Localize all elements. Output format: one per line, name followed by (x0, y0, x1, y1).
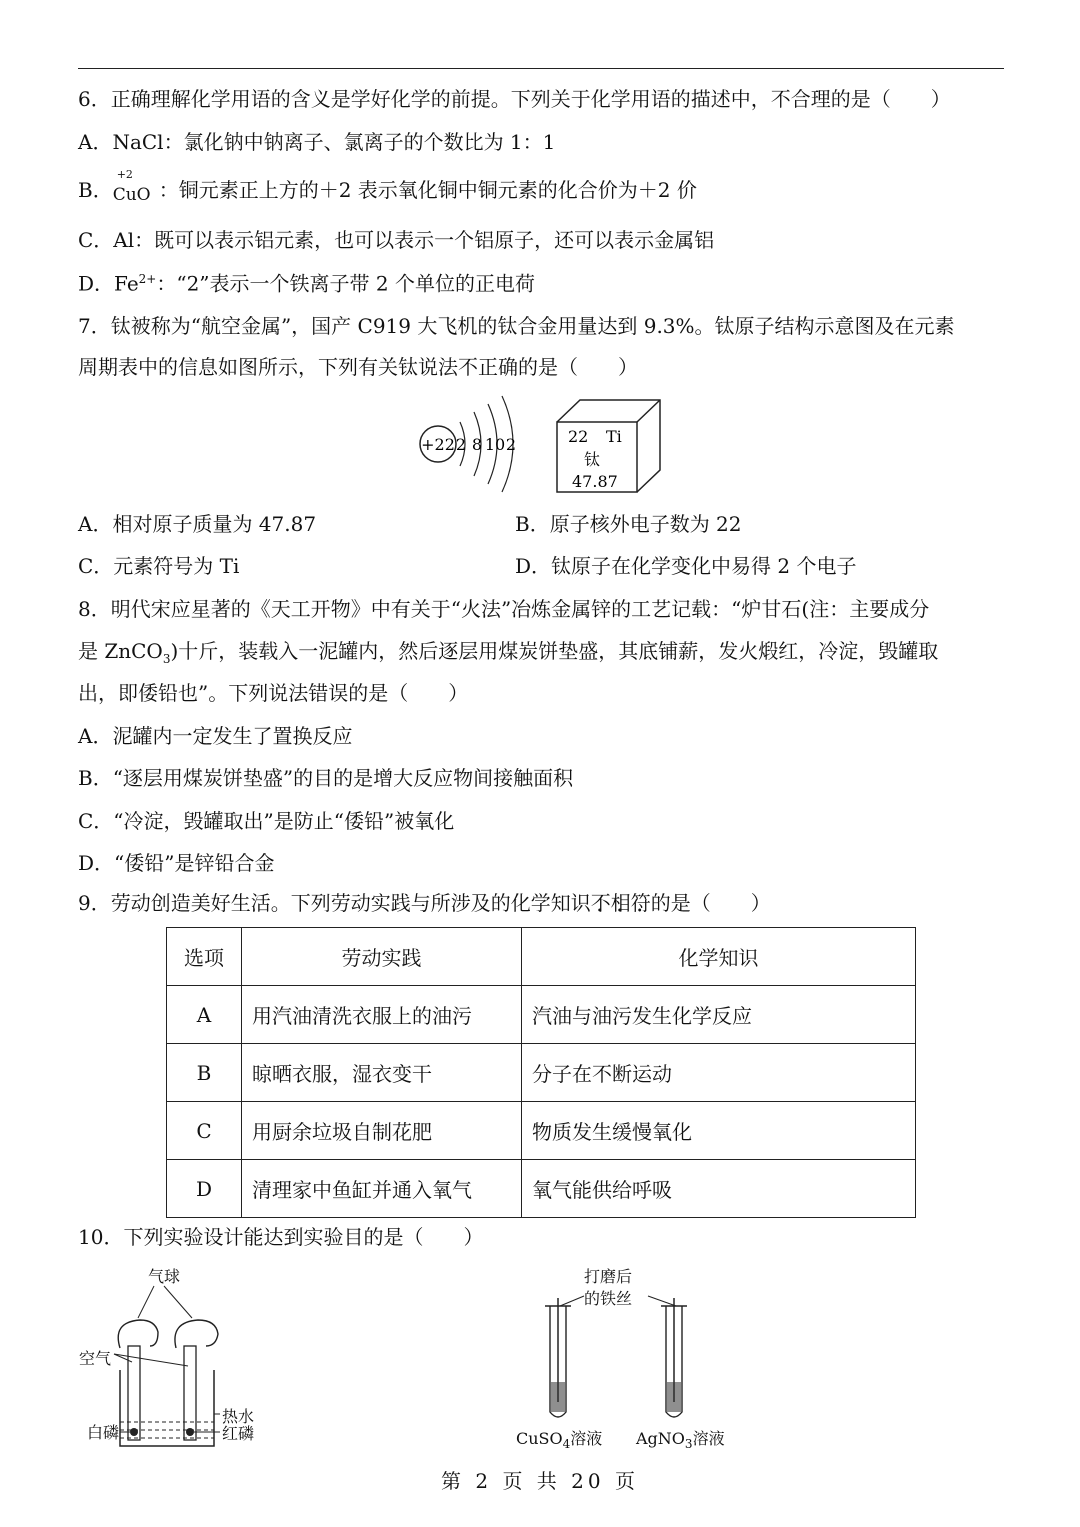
row-option: C (167, 1102, 242, 1160)
q8-stem-1: 8．明代宋应星著的《天工开物》中有关于“火法”冶炼金属锌的工艺记载：“炉甘石(注：主要成分 (78, 597, 930, 621)
shell-4-electrons: 2 (505, 435, 517, 454)
q8-stem-2b: )十斤，装载入一泥罐内，然后逐层用煤炭饼垫盛，其底铺薪，发火煅红，冷淀，毁罐取 (170, 639, 939, 663)
formula: CuO (112, 184, 151, 205)
atomic-number: 22 (568, 427, 589, 446)
row-practice: 用汽油清洗衣服上的油污 (242, 986, 522, 1044)
q8-stem-3: 出，即倭铅也”。下列说法错误的是（ ） (78, 681, 469, 705)
hot-water-label: 热水 (222, 1407, 255, 1426)
q10-stem: 10．下列实验设计能达到实验目的是（ ） (78, 1225, 484, 1249)
q8-option-a: A．泥罐内一定发生了置换反应 (78, 724, 353, 748)
q6-b-text: ：铜元素正上方的＋2 表示氧化铜中铜元素的化合价为＋2 价 (158, 178, 697, 202)
air-label: 空气 (79, 1349, 112, 1368)
red-phosphorus-label: 红磷 (222, 1424, 255, 1443)
header-option: 选项 (167, 928, 242, 986)
q7-stem-2: 周期表中的信息如图所示，下列有关钛说法不正确的是（ ） (78, 355, 638, 379)
q6-option-d (78, 273, 535, 294)
solution-text: 溶液 (570, 1429, 603, 1448)
emphasis-char: 不 (590, 891, 611, 915)
q7-option-a: A．相对原子质量为 47.87 (78, 512, 317, 536)
header-rule (78, 68, 1004, 69)
left-balloon (118, 1320, 158, 1348)
q9-table (166, 927, 916, 1218)
titanium-figure (410, 390, 670, 500)
row-option: A (167, 986, 242, 1044)
q9-stem-a: 9．劳动创造美好生活。下列劳动实践与所涉及的化学知识 (78, 891, 591, 915)
q6-d-text: ：“2”表示一个铁离子带 2 个单位的正电荷 (156, 271, 535, 296)
row-practice: 用厨余垃圾自制花肥 (242, 1102, 522, 1160)
row-knowledge: 物质发生缓慢氧化 (522, 1102, 916, 1160)
table-row (167, 1102, 916, 1160)
q8-stem-2 (78, 641, 938, 665)
q6-option-a: A．NaCl：氯化钠中钠离子、氯离子的个数比为 1：1 (78, 130, 556, 154)
element-name: 钛 (584, 450, 601, 469)
nucleus-charge: +22 (421, 435, 455, 454)
q8-option-d: D．“倭铅”是锌铅合金 (78, 851, 275, 875)
row-option: D (167, 1160, 242, 1218)
white-phosphorus-label: 白磷 (87, 1423, 120, 1442)
agno3-solution (667, 1382, 681, 1412)
element-symbol: Ti (606, 427, 622, 446)
q7-option-c: C．元素符号为 Ti (78, 554, 240, 578)
right-test-tube (184, 1346, 196, 1440)
cuso4-label (516, 1426, 602, 1451)
q6-b-prefix: B． (78, 178, 113, 202)
atom-structure-diagram (420, 396, 516, 492)
q8-option-c: C．“冷淀，毁罐取出”是防止“倭铅”被氧化 (78, 809, 455, 833)
row-practice: 晾晒衣服，湿衣变干 (242, 1044, 522, 1102)
white-phosphorus (130, 1428, 138, 1436)
valence: +2 (116, 167, 133, 181)
left-test-tube (128, 1346, 140, 1440)
row-knowledge: 分子在不断运动 (522, 1044, 916, 1102)
q6-stem: 6．正确理解化学用语的含义是学好化学的前提。下列关于化学用语的描述中，不合理的是（ ） (78, 87, 951, 111)
emphasis-char: 相 (610, 891, 631, 915)
subscript: 3 (162, 652, 171, 666)
balloon-label: 气球 (148, 1267, 181, 1286)
polished-label: 打磨后 (584, 1267, 633, 1286)
cuso4-solution (551, 1382, 565, 1412)
table-row (167, 986, 916, 1044)
q8-stem-2a: 是 ZnCO (78, 639, 163, 663)
cuso4-text: CuSO (516, 1429, 563, 1448)
atomic-mass: 47.87 (572, 472, 618, 491)
q7-option-d: D．钛原子在化学变化中易得 2 个电子 (515, 554, 857, 578)
q6-option-b (78, 167, 697, 205)
shell-1-electrons: 2 (455, 435, 467, 454)
header-practice: 劳动实践 (242, 928, 522, 986)
table-row (167, 1044, 916, 1102)
q7-option-b: B．原子核外电子数为 22 (515, 512, 742, 536)
subscript: 3 (684, 1437, 693, 1452)
q6-option-c: C．Al：既可以表示铝元素，也可以表示一个铝原子，还可以表示金属铝 (78, 228, 715, 252)
row-practice: 清理家中鱼缸并通入氧气 (242, 1160, 522, 1218)
row-option: B (167, 1044, 242, 1102)
right-balloon (175, 1320, 218, 1348)
ion-charge: 2+ (138, 272, 157, 286)
iron-wire-label: 的铁丝 (584, 1289, 633, 1308)
cuo-valence-formula (112, 167, 159, 205)
agno3-label (636, 1426, 725, 1451)
q8-option-b: B．“逐层用煤炭饼垫盛”的目的是增大反应物间接触面积 (78, 766, 574, 790)
q7-stem-1: 7．钛被称为“航空金属”，国产 C919 大飞机的钛合金用量达到 9.3%。钛原子结构示意图及在元素 (78, 314, 955, 338)
q9-stem-b: 的是（ ） (650, 891, 771, 915)
page-footer: 第 2 页 共 20 页 (441, 1469, 639, 1493)
q9-stem (78, 893, 771, 913)
q6-d-prefix: D．Fe (78, 271, 139, 296)
table-header-row (167, 928, 916, 986)
table-row (167, 1160, 916, 1218)
header-knowledge: 化学知识 (522, 928, 916, 986)
emphasis-char: 符 (630, 891, 651, 915)
agno3-text: AgNO (636, 1429, 685, 1448)
shell-2-electrons: 8 (471, 435, 483, 454)
row-knowledge: 氧气能供给呼吸 (522, 1160, 916, 1218)
row-knowledge: 汽油与油污发生化学反应 (522, 986, 916, 1044)
periodic-table-cell (557, 400, 660, 492)
subscript: 4 (562, 1437, 571, 1452)
solution-text: 溶液 (692, 1429, 725, 1448)
red-phosphorus (186, 1428, 194, 1436)
shell-3-electrons: 10 (484, 435, 506, 454)
